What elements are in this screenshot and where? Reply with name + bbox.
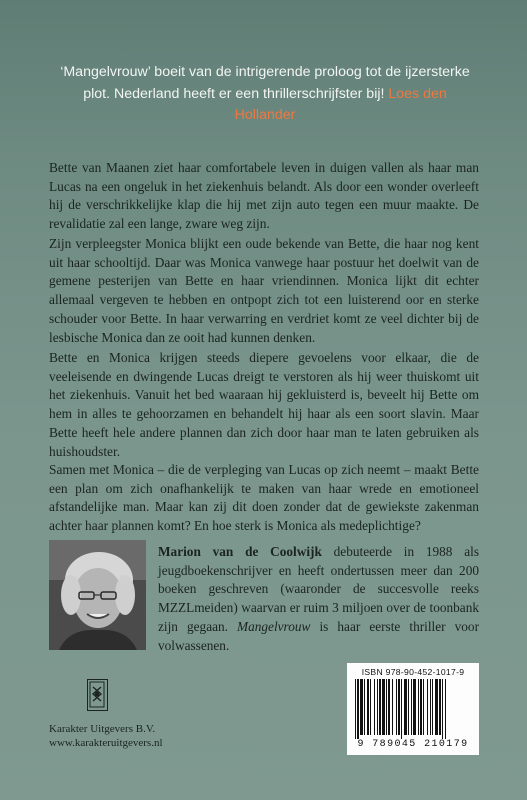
barcode-bar [386,679,387,735]
isbn-label: ISBN 978-90-452-1017-9 [361,667,465,677]
bio-text-end: is haar eerste thriller voor volwassenen. [158,618,479,653]
barcode-bar [392,679,393,735]
barcode-bar [364,679,365,735]
isbn-digits: 9 789045 210179 [357,739,469,750]
barcode-bar [374,679,375,735]
author-name: Marion van de Coolwijk [158,544,322,559]
synopsis-paragraph-4: Samen met Monica – die de verpleging van Lucas op zich neemt – maakt Bette een plan om zich onafhankelijk te maken van haar wrede en emotioneel afstandelijke man. Maar kan zij dit doen zonder dat de gewiekste zakenman achter haar plannen komt? En hoe sterk is Monica als medeplichtige? [49,462,479,534]
synopsis-paragraph-3: Bette en Monica krijgen steeds diepere gevoelens voor elkaar, die de veeleisende en dwingende Lucas dreigt te verstoren als hij weer thuiskomt uit het ziekenhuis. Vanuit het bed waaraan hij gekluisterd is, beveelt hij Bette om hem in alles te gehoorzamen en behandelt hij haar als een soort slavin. Maar Bette heeft hele andere plannen dan zich door haar man te laten gebruiken als huishoudster. [49,350,479,459]
publisher-url: www.karakteruitgevers.nl [49,737,163,749]
barcode-bar [420,679,422,735]
barcode-bar [404,679,407,735]
barcode-bar [377,679,378,735]
synopsis-paragraph-2: Zijn verpleegster Monica blijkt een oude bekende van Bette, die haar nog kent uit haar schooltijd. Daar was Monica vanwege haar postuur het doelwit van de gemene pesterijen van Bette en haar vriendinnen. Monica lijkt dit echter allemaal vergeven te hebben en ontpopt zich tot een luisterend oor en sterke schouder voor Bette. In haar verwarring en verdriet komt ze veel dichter bij de lesbische Monica dan ze ooit had kunnen denken. [49,236,479,345]
barcode-bar [396,679,397,735]
author-bio [158,543,479,655]
barcode-bar [370,679,371,735]
barcode-bar [382,679,385,735]
barcode-bar [439,679,441,735]
barcode-bar [408,679,409,735]
barcode-bar [398,679,400,735]
karakter-logo-icon [87,679,108,711]
barcode-bar [435,679,438,735]
barcode-bar [418,679,419,735]
barcode-bar [388,679,390,735]
barcode-bar [432,679,433,735]
barcode-bar [401,679,402,739]
book-title: Mangelvrouw [237,618,311,634]
quote-text: ‘Mangelvrouw’ boeit van de intrigerende proloog tot de ijzersterke plot. Nederland heeft er een thrillerschrijfster bij! [60,64,470,102]
isbn-barcode [347,663,479,755]
barcode-bar [442,679,443,739]
barcode-bar [360,679,363,735]
review-quote [60,62,470,127]
barcode-bar [445,679,446,739]
synopsis-paragraph-1: Bette van Maanen ziet haar comfortabele leven in duigen vallen als haar man Lucas na een ongeluk in het ziekenhuis belandt. Als door een wonder overleeft hij de verschrikkelijke klap die hij met zijn auto tegen een muur maakte. De revalidatie zal een lange, zware weg zijn. [49,160,479,232]
barcode-bar [367,679,369,735]
publisher-info [49,722,163,750]
barcode-bar [379,679,381,735]
author-portrait [49,540,146,650]
barcode-bar [413,679,416,735]
barcode-bar [423,679,424,735]
barcode-bar [355,679,356,739]
publisher-name: Karakter Uitgevers B.V. [49,723,156,735]
bio-text: debuteerde in 1988 als jeugdboekenschrijver en heeft ondertussen meer dan 200 boeken geschreven (waaronder de succesvolle reeks MZZLmeiden) waarvan er ruim 3 miljoen over de toonbank zijn gegaan. [158,544,480,634]
barcode-bar [411,679,412,735]
quote-author: Loes den Hollander [234,85,447,123]
barcode-bars [353,679,473,739]
barcode-bar [357,679,359,739]
barcode-bar [430,679,431,735]
barcode-bar [427,679,428,735]
